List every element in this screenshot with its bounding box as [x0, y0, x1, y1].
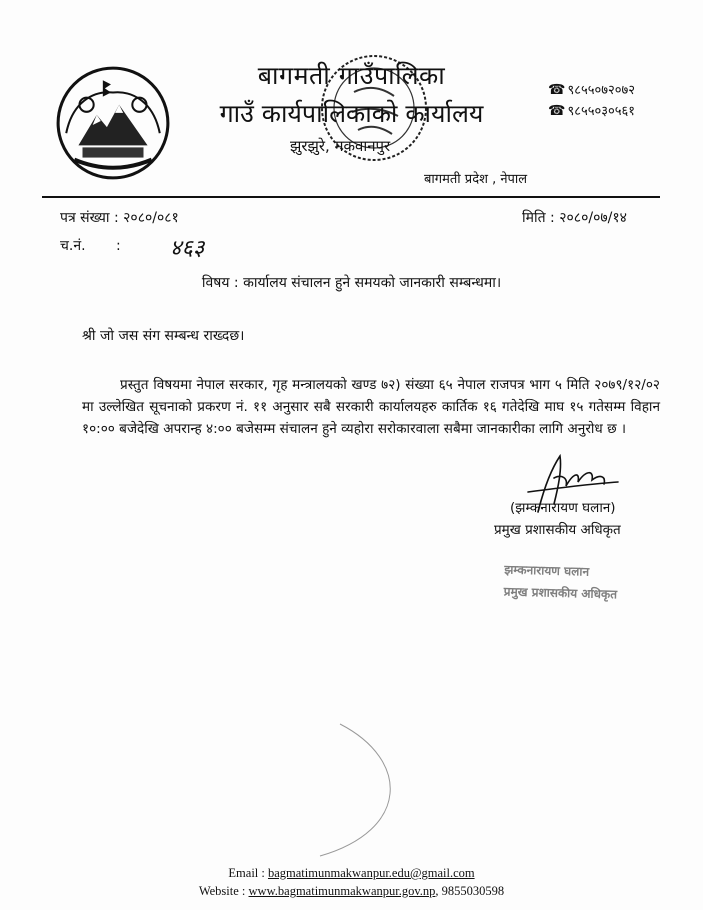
body-paragraph: प्रस्तुत विषयमा नेपाल सरकार, गृह मन्त्रालयको खण्ड ७२) संख्या ६५ नेपाल राजपत्र भाग ५ मिति २०७९/१२/०२ मा उल्लेखित सूचनाको प्रकरण नं. ११ अनुसार सबै सरकारी कार्यालयहरु कार्तिक १६ गतेदेखि माघ १५ गतेसम्म विहान १०:०० बजेदेखि अपरान्ह ४:०० बजेसम्म संचालन हुने व्यहोरा सरोकारवाला सबैमा जानकारीका लागि अनुरोध छ ।: [82, 377, 660, 437]
telephone-icon: ☎: [548, 82, 566, 98]
date-value: २०८०/०७/१४: [559, 210, 627, 226]
office-title-line1: बागमती गाउँपालिका: [257, 61, 446, 90]
dispatch-number-label-row: [60, 236, 121, 255]
phone-line-1: [548, 80, 635, 101]
email-link[interactable]: bagmatimunmakwanpur.edu@gmail.com: [267, 866, 475, 880]
footer-email-line: [0, 866, 703, 881]
phone-number: ९८५५०३०५६१: [567, 104, 636, 119]
telephone-icon: ☎: [548, 103, 566, 119]
date-label: मिति :: [522, 210, 555, 226]
phone-line-2: [548, 101, 635, 122]
letter-subject: [0, 273, 703, 292]
dispatch-number-handwritten: ४६३: [170, 236, 205, 261]
scan-artifact-arc: [300, 720, 420, 860]
footer-website-line: [0, 884, 703, 899]
subject-text: कार्यालय संचालन हुने समयको जानकारी सम्बन्धमा।: [243, 275, 502, 291]
dispatch-label: च.नं.: [60, 238, 86, 254]
phone-number: ९८५५०७२०७२: [567, 83, 636, 98]
signatory-stamp: [503, 559, 618, 606]
reference-label: पत्र संख्या :: [60, 210, 119, 226]
website-label: Website :: [198, 884, 246, 898]
letter-date: [522, 208, 627, 227]
stamp-line-1: झम्कनारायण घलान: [504, 562, 590, 579]
website-link[interactable]: www.bagmatimunmakwanpur.gov.np: [248, 884, 436, 898]
stamp-line-2: प्रमुख प्रशासकीय अधिकृत: [503, 584, 618, 602]
province-text: बागमती प्रदेश , नेपाल: [424, 172, 528, 187]
office-title-line2: गाउँ कार्यपालिकाको कार्यालय: [219, 99, 484, 128]
phone-list: [548, 80, 635, 122]
signatory-title: प्रमुख प्रशासकीय अधिकृत: [494, 522, 621, 538]
subject-label: विषय :: [201, 275, 239, 291]
signatory-name: (झम्कनारायण घलान): [510, 500, 616, 516]
letter-body: [82, 374, 660, 440]
reference-number: [60, 208, 179, 227]
salutation: श्री जो जस संग सम्बन्ध राख्दछ।: [82, 328, 245, 344]
email-label: Email :: [228, 866, 265, 880]
dispatch-colon: :: [116, 238, 121, 254]
footer-phone: 9855030598: [441, 884, 505, 898]
reference-value: २०८०/०८१: [123, 210, 179, 226]
header-divider: [42, 196, 660, 198]
website-separator: ,: [435, 884, 439, 898]
office-address: झुरझुरे, मकवानपुर: [290, 137, 391, 155]
